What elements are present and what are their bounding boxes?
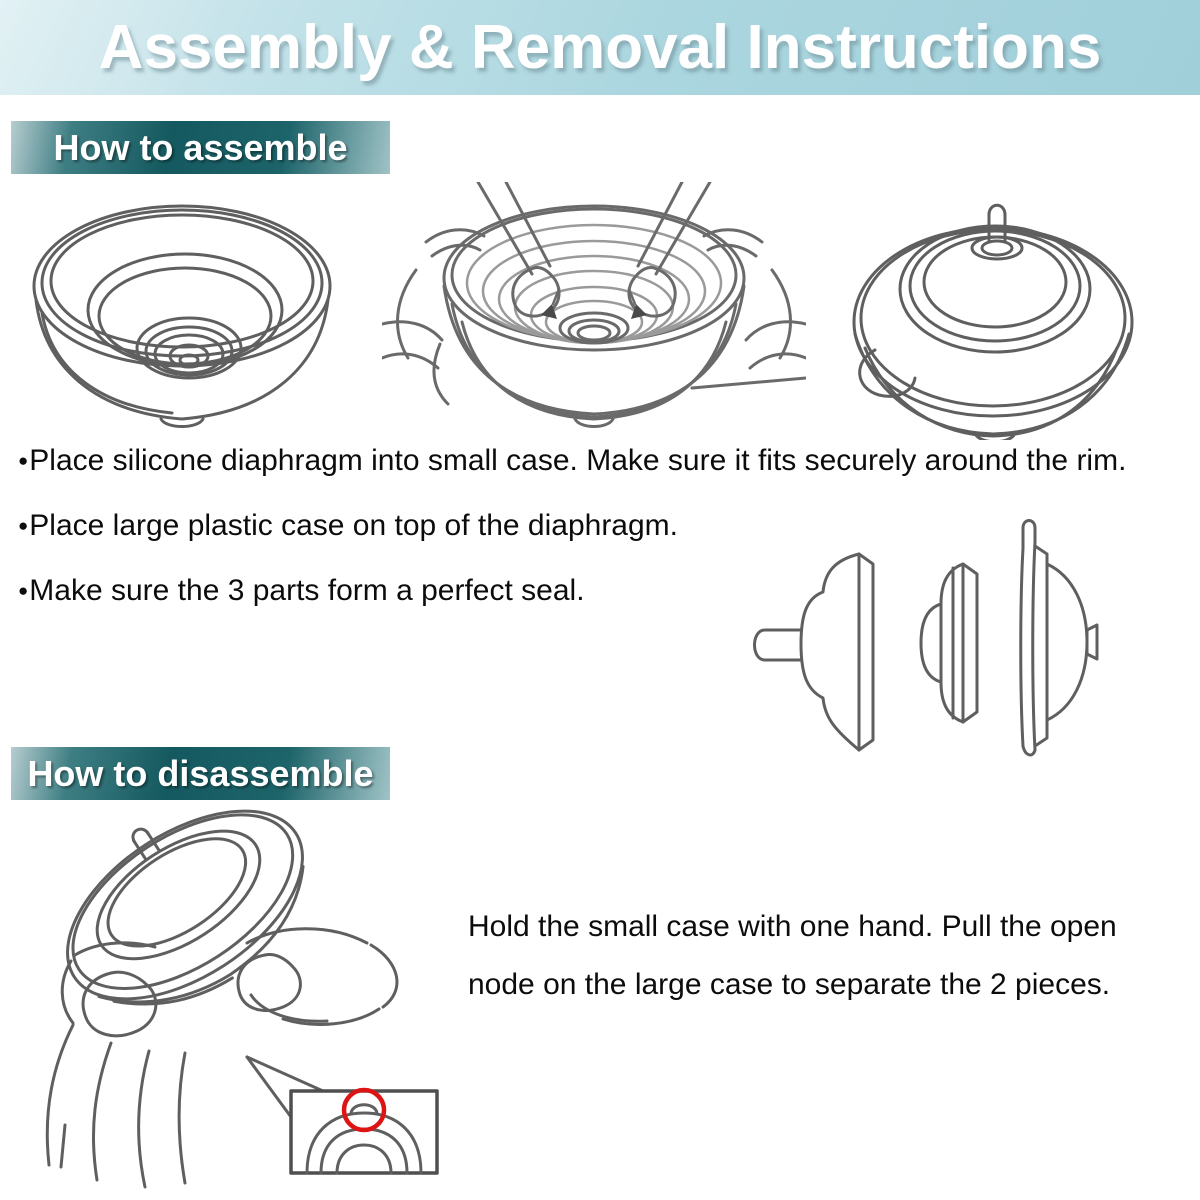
disassemble-section-header — [11, 747, 390, 800]
assemble-section-header — [11, 121, 390, 174]
assembly-step-2-text: Place large plastic case on top of the diaphragm. — [29, 509, 679, 542]
hand-wrist-lines — [47, 1025, 185, 1187]
disassemble-line-1: Hold the small case with one hand. Pull the open — [468, 910, 1117, 943]
disassemble-line-2: node on the large case to separate the 2 pieces. — [468, 968, 1111, 1001]
hands-pulling-apart-drawing — [15, 795, 445, 1190]
bullet-icon: ● — [18, 581, 29, 600]
bullet-icon: ● — [18, 516, 29, 535]
figure-assembled-unit — [845, 192, 1147, 440]
three-parts-side-view-drawing — [735, 508, 1100, 776]
disassemble-instructions — [468, 898, 1117, 1014]
small-case-side — [755, 554, 874, 750]
large-case-side — [1021, 521, 1097, 755]
assembled-unit-drawing — [845, 192, 1147, 440]
title-banner — [0, 0, 1200, 95]
right-thumb — [238, 929, 397, 1025]
tilted-assembled-unit — [26, 795, 343, 1050]
assemble-heading: How to assemble — [53, 126, 348, 168]
figure-silicone-diaphragm — [22, 198, 344, 436]
figure-hands-pulling-apart — [15, 795, 445, 1190]
diaphragm-side — [921, 564, 977, 722]
press-diaphragm-into-small-case-drawing — [382, 182, 806, 434]
open-node-magnified-inset — [291, 1090, 437, 1173]
assembly-step-1 — [18, 444, 1193, 478]
assembly-step-1-text: Place silicone diaphragm into small case. Make sure it fits securely around the rim. — [29, 444, 1127, 477]
page-title: Assembly & Removal Instructions — [98, 13, 1102, 82]
assembly-step-3-text: Make sure the 3 parts form a perfect seal. — [29, 574, 585, 607]
bullet-icon: ● — [18, 451, 29, 470]
disassemble-heading: How to disassemble — [27, 752, 374, 794]
silicone-diaphragm-drawing — [22, 198, 344, 436]
figure-press-diaphragm — [382, 182, 806, 434]
figure-three-parts-side-view — [735, 508, 1100, 776]
